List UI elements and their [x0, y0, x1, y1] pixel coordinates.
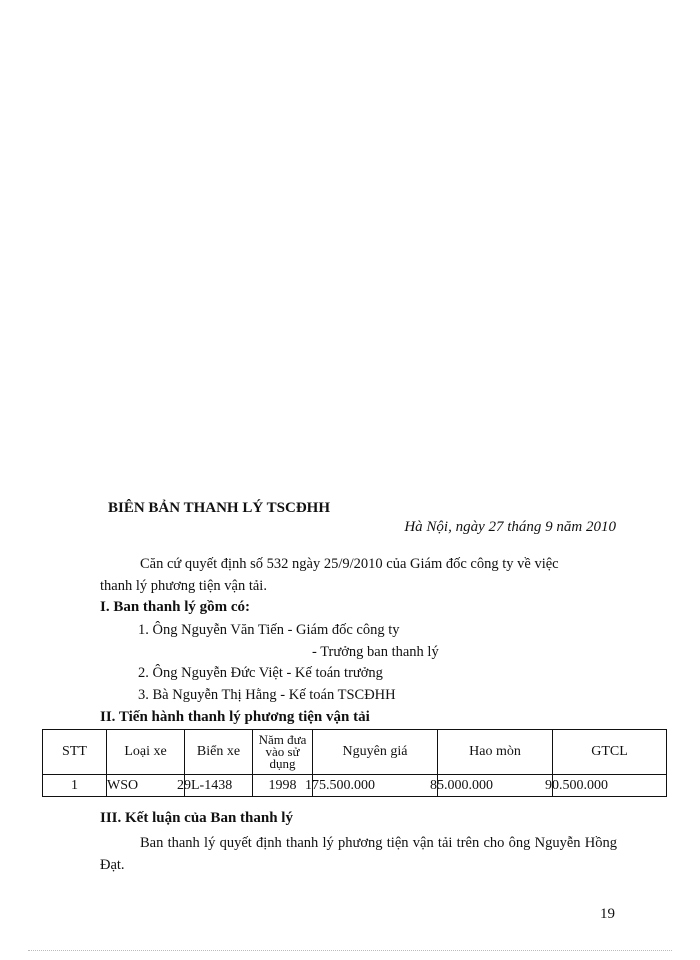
document-title: BIÊN BẢN THANH LÝ TSCĐHH — [108, 500, 330, 516]
member-1: 1. Ông Nguyễn Văn Tiến - Giám đốc công ty — [138, 622, 400, 638]
section-1-heading: I. Ban thanh lý gồm có: — [100, 599, 251, 615]
section-3-heading: III. Kết luận của Ban thanh lý — [100, 810, 293, 826]
header-year: Năm đưa vào sử dụng — [253, 730, 313, 775]
member-3: 3. Bà Nguyễn Thị Hằng - Kế toán TSCĐHH — [138, 687, 396, 703]
date-line: Hà Nội, ngày 27 tháng 9 năm 2010 — [404, 519, 616, 535]
member-2: 2. Ông Nguyễn Đức Việt - Kế toán trưởng — [138, 665, 383, 681]
page-number: 19 — [600, 906, 615, 922]
intro-line-2: thanh lý phương tiện vận tải. — [100, 578, 267, 594]
header-vehicle-type: Loại xe — [107, 730, 185, 775]
header-stt: STT — [43, 730, 107, 775]
table-row — [43, 775, 667, 797]
cell-stt: 1 — [43, 775, 107, 797]
cell-plate: 29L-1438 — [185, 775, 253, 797]
intro-line-1: Căn cứ quyết định số 532 ngày 25/9/2010 của Giám đốc công ty về việc — [140, 556, 559, 572]
footer-divider — [28, 950, 672, 951]
header-original-cost: Nguyên giá — [313, 730, 438, 775]
header-residual-value: GTCL — [553, 730, 667, 775]
cell-depreciation: 85.000.000 — [438, 775, 553, 797]
member-1-role: - Trưởng ban thanh lý — [312, 644, 439, 660]
cell-original-cost: 175.500.000 — [313, 775, 438, 797]
header-plate: Biển xe — [185, 730, 253, 775]
cell-year: 1998 — [253, 775, 313, 797]
section-2-heading: II. Tiến hành thanh lý phương tiện vận tải — [100, 709, 370, 725]
header-depreciation: Hao mòn — [438, 730, 553, 775]
table-header-row — [43, 730, 667, 775]
conclusion-paragraph: Ban thanh lý quyết định thanh lý phương tiện vận tải trên cho ông Nguyễn Hồng Đạt. — [100, 835, 617, 873]
liquidation-table — [42, 729, 667, 797]
cell-vehicle-type: WSO — [107, 775, 185, 797]
cell-residual-value: 90.500.000 — [553, 775, 667, 797]
